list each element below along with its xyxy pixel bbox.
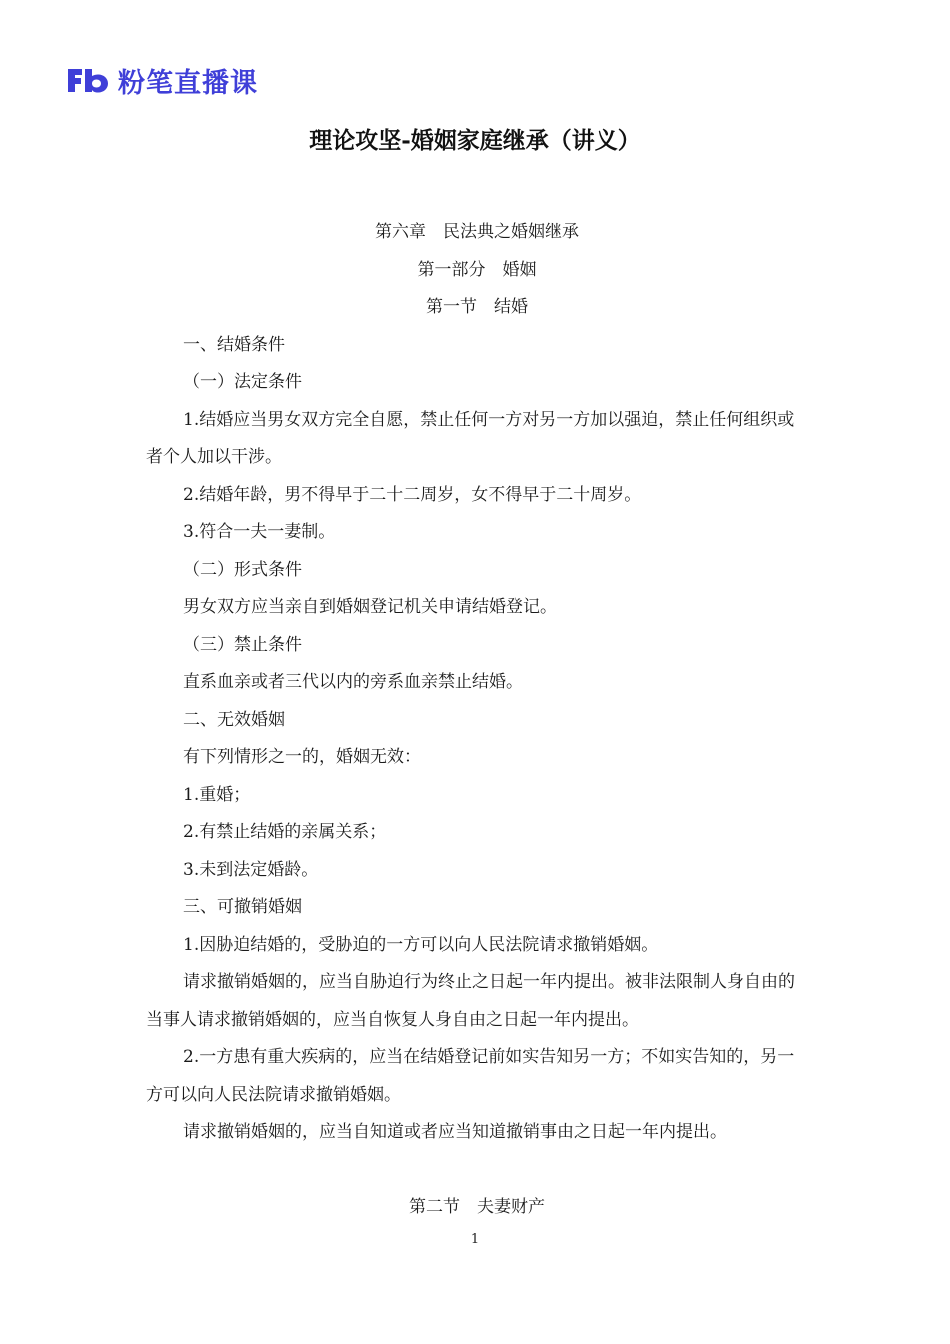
paragraph: 1.重婚； <box>183 784 251 805</box>
section-gap <box>146 1152 808 1189</box>
section-heading: 第二节 夫妻财产 <box>409 1196 545 1217</box>
document-body <box>146 214 808 1226</box>
paragraph: 3.符合一夫一妻制。 <box>183 522 336 542</box>
paragraph: 有下列情形之一的，婚姻无效： <box>183 747 421 767</box>
logo-text: 粉笔直播课 <box>118 67 258 99</box>
section-heading: 第一节 结婚 <box>426 297 528 317</box>
paragraph: 请求撤销婚姻的，应当自胁迫行为终止之日起一年内提出。被非法限制人身自由的当事人请求撤销婚姻的，应当自恢复人身自由之日起一年内提出。 <box>146 972 795 1030</box>
paragraph: 2.有禁止结婚的亲属关系； <box>183 822 387 842</box>
paragraph: 三、可撤销婚姻 <box>183 897 302 917</box>
paragraph: 二、无效婚姻 <box>183 709 285 730</box>
paragraph: （三）禁止条件 <box>183 634 302 655</box>
paragraph: 直系血亲或者三代以内的旁系血亲禁止结婚。 <box>183 672 523 692</box>
document-title: 理论攻坚-婚姻家庭继承（讲义） <box>309 127 641 154</box>
paragraph: 3.未到法定婚龄。 <box>183 859 319 880</box>
paragraph: 2.一方患有重大疾病的，应当在结婚登记前如实告知另一方；不如实告知的，另一方可以向人民法院请求撤销婚姻。 <box>146 1047 795 1105</box>
paragraph: 男女双方应当亲自到婚姻登记机关申请结婚登记。 <box>183 597 557 617</box>
paragraph: 1.结婚应当男女双方完全自愿，禁止任何一方对另一方加以强迫，禁止任何组织或者个人加以干涉。 <box>146 409 795 467</box>
fb-logo-icon <box>66 65 110 95</box>
brand-logo <box>66 62 258 98</box>
paragraph: 1.因胁迫结婚的，受胁迫的一方可以向人民法院请求撤销婚姻。 <box>183 934 659 955</box>
chapter-heading: 第六章 民法典之婚姻继承 <box>375 222 579 242</box>
paragraph: 一、结婚条件 <box>183 334 285 355</box>
paragraph: 2.结婚年龄，男不得早于二十二周岁，女不得早于二十周岁。 <box>183 484 642 505</box>
page-number: 1 <box>470 1232 480 1247</box>
paragraph: 请求撤销婚姻的，应当自知道或者应当知道撤销事由之日起一年内提出。 <box>183 1122 727 1142</box>
paragraph: （一）法定条件 <box>183 372 302 392</box>
paragraph: （二）形式条件 <box>183 559 302 580</box>
part-heading: 第一部分 婚姻 <box>417 259 537 280</box>
